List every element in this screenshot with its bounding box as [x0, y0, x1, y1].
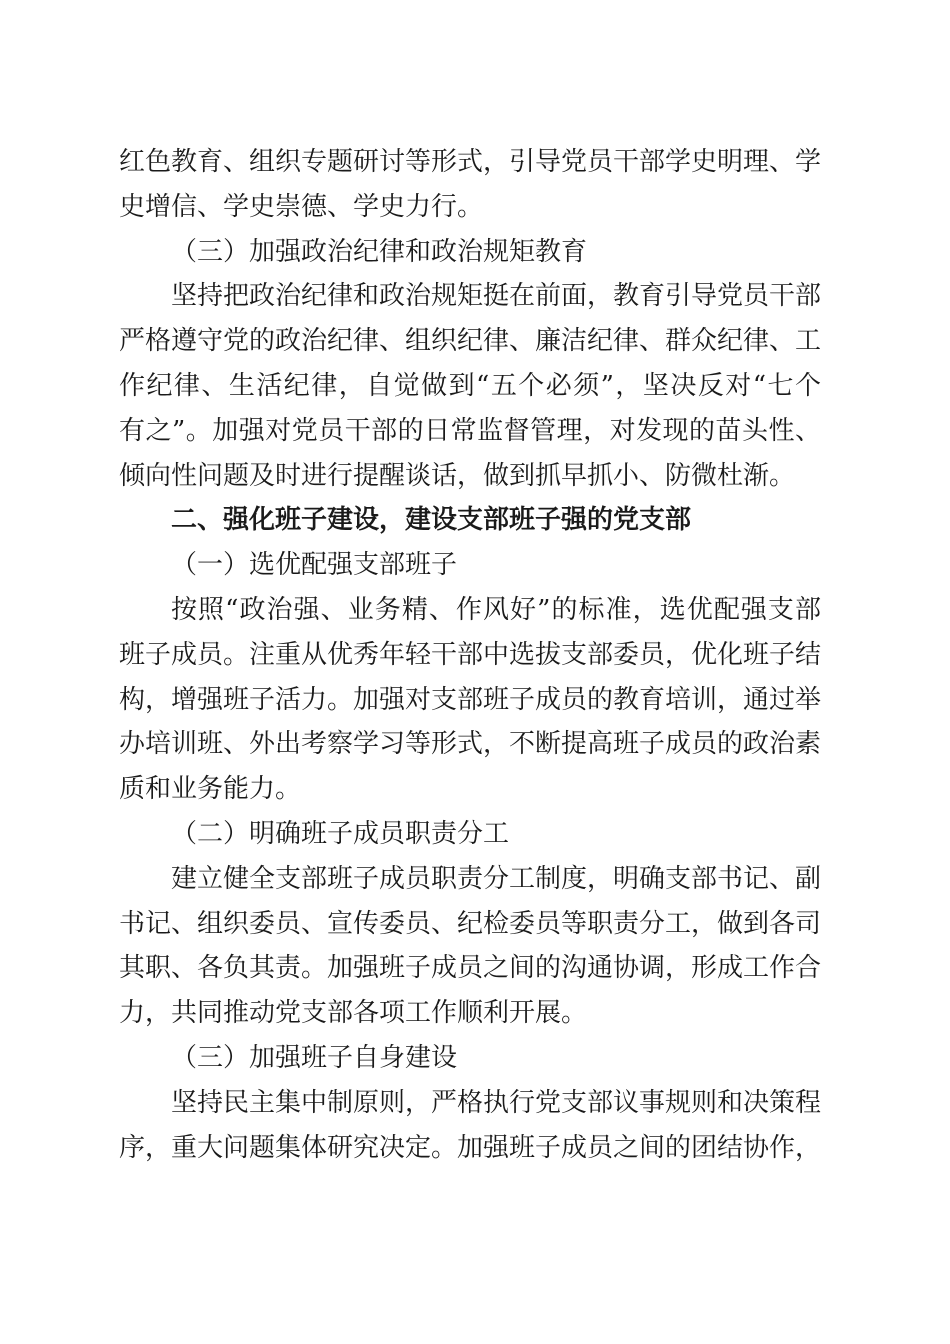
- paragraph-line: 坚持把政治纪律和政治规矩挺在前面，教育引导党员干部: [171, 281, 822, 312]
- paragraph-line: 作纪律、生活纪律，自觉做到“五个必须”，坚决反对“七个: [119, 370, 821, 401]
- paragraph-line: 坚持民主集中制原则，严格执行党支部议事规则和决策程: [171, 1087, 822, 1118]
- paragraph-duties: [119, 857, 821, 1036]
- paragraph-line: 序，重大问题集体研究决定。加强班子成员之间的团结协作，: [119, 1132, 822, 1163]
- paragraph-line: 办培训班、外出考察学习等形式，不断提高班子成员的政治素: [119, 729, 822, 760]
- subheading-duties: （二）明确班子成员职责分工: [171, 818, 510, 849]
- paragraph-line: 力，共同推动党支部各项工作顺利开展。: [119, 998, 588, 1029]
- paragraph-line: 倾向性问题及时进行提醒谈话，做到抓早抓小、防微杜渐。: [119, 460, 796, 491]
- paragraph-self-building: [119, 1081, 821, 1171]
- paragraph-line: 构，增强班子活力。加强对支部班子成员的教育培训，通过举: [119, 684, 822, 715]
- subheading-self-building: （三）加强班子自身建设: [171, 1042, 458, 1073]
- document-body: [119, 140, 821, 1170]
- subheading-political-discipline: （三）加强政治纪律和政治规矩教育: [171, 236, 588, 267]
- paragraph-discipline: [119, 274, 821, 498]
- paragraph-line: 有之”。加强对党员干部的日常监督管理，对发现的苗头性、: [119, 415, 821, 446]
- paragraph-select-team: [119, 588, 821, 812]
- paragraph-red-education: [119, 140, 821, 230]
- paragraph-line: 其职、各负其责。加强班子成员之间的沟通协调，形成工作合: [119, 953, 822, 984]
- paragraph-line: 书记、组织委员、宣传委员、纪检委员等职责分工，做到各司: [119, 908, 822, 939]
- paragraph-line: 班子成员。注重从优秀年轻干部中选拔支部委员，优化班子结: [119, 639, 822, 670]
- paragraph-line: 建立健全支部班子成员职责分工制度，明确支部书记、副: [171, 863, 822, 894]
- section-heading-team-building: 二、强化班子建设，建设支部班子强的党支部: [171, 505, 692, 536]
- subheading-select-team: （一）选优配强支部班子: [171, 550, 458, 581]
- paragraph-line: 严格遵守党的政治纪律、组织纪律、廉洁纪律、群众纪律、工: [119, 326, 822, 357]
- paragraph-line: 史增信、学史崇德、学史力行。: [119, 191, 484, 222]
- paragraph-line: 红色教育、组织专题研讨等形式，引导党员干部学史明理、学: [119, 147, 822, 177]
- paragraph-line: 按照“政治强、业务精、作风好”的标准，选优配强支部: [171, 594, 821, 625]
- paragraph-line: 质和业务能力。: [119, 774, 302, 805]
